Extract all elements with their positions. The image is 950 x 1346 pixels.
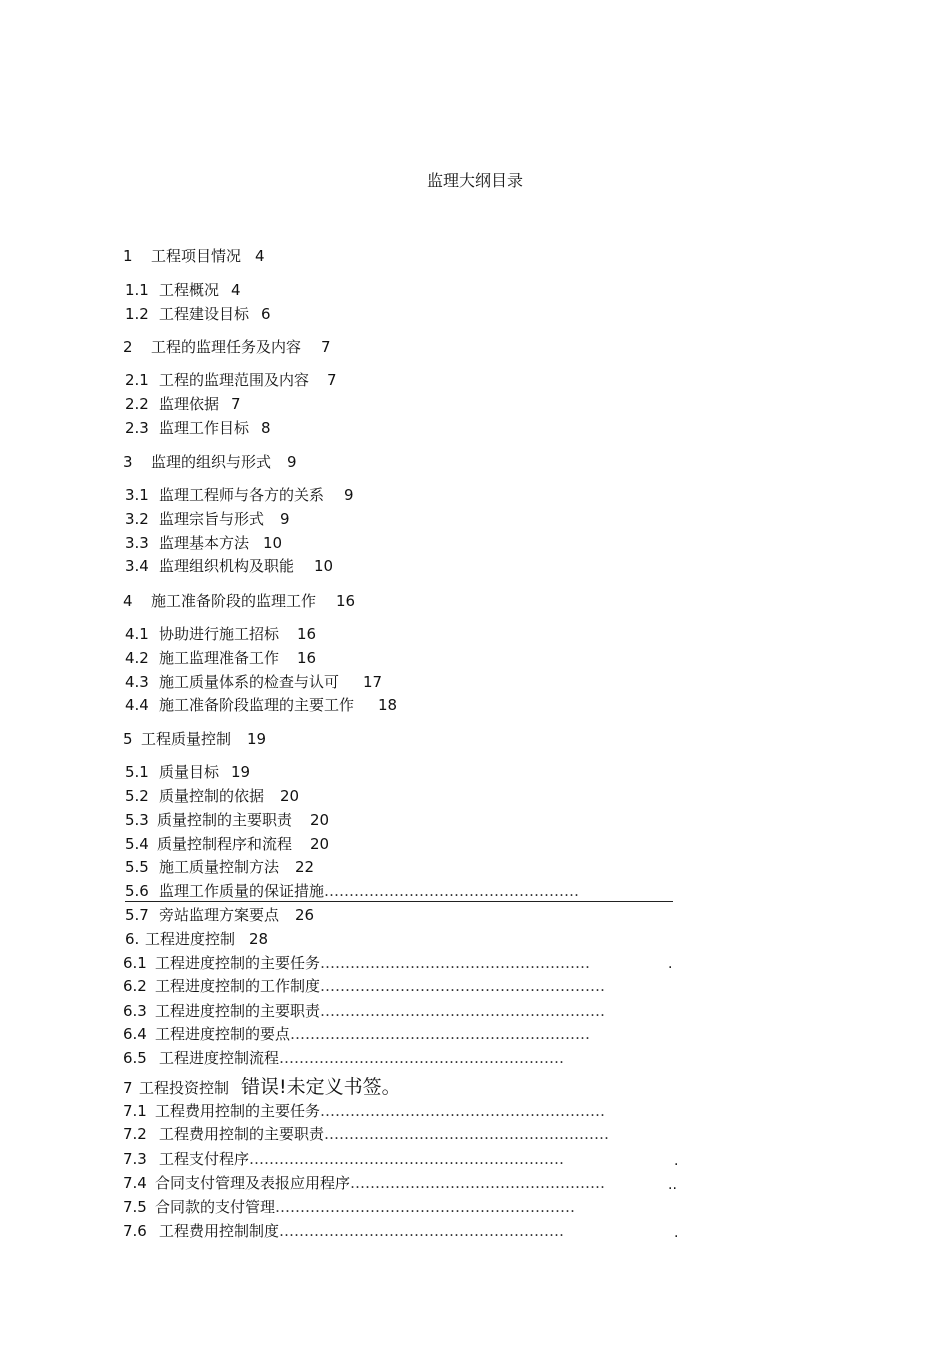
toc-entry — [125, 810, 329, 830]
toc-entry — [123, 953, 590, 973]
toc-entry — [123, 1001, 605, 1021]
toc-entry — [125, 370, 337, 390]
toc-text: 监理工作质量的保证措施 — [159, 882, 325, 900]
toc-number: 7.3 — [123, 1150, 147, 1168]
toc-number: 7 — [123, 1079, 133, 1097]
toc-text: 施工质量体系的检查与认可 — [159, 673, 340, 691]
toc-number: 3.1 — [125, 486, 149, 504]
toc-number: 3 — [123, 453, 133, 471]
toc-text: 工程进度控制流程 — [159, 1049, 280, 1067]
toc-entry — [123, 1221, 564, 1241]
toc-number: 4.4 — [125, 696, 149, 714]
toc-entry — [125, 394, 241, 414]
toc-page: 16 — [336, 592, 356, 610]
toc-leader-dots: ………………………………………………… — [320, 977, 606, 995]
toc-number: 5.3 — [125, 811, 149, 829]
toc-number: 3.4 — [125, 557, 149, 575]
toc-number: 6.4 — [123, 1025, 147, 1043]
toc-entry — [125, 672, 382, 692]
toc-text: 工程进度控制的要点 — [155, 1025, 291, 1043]
toc-page: 8 — [261, 419, 271, 437]
toc-number: 2.2 — [125, 395, 149, 413]
toc-page: 7 — [321, 338, 331, 356]
toc-leader-dots: ………………………………………………… — [279, 1049, 565, 1067]
toc-page: 18 — [378, 696, 398, 714]
toc-number: 7.5 — [123, 1198, 147, 1216]
toc-text: 施工质量控制方法 — [159, 858, 280, 876]
toc-entry — [125, 857, 314, 877]
toc-number: 5.7 — [125, 906, 149, 924]
toc-entry — [123, 1024, 590, 1044]
toc-text: 施工准备阶段监理的主要工作 — [159, 696, 355, 714]
toc-entry — [123, 1048, 564, 1068]
toc-number: 4 — [123, 592, 133, 610]
toc-leader-dots: …………………………………………………… — [290, 1025, 591, 1043]
toc-text: 工程进度控制的主要职责 — [155, 1002, 321, 1020]
toc-text: 监理工作目标 — [159, 419, 250, 437]
toc-text: 合同支付管理及表报应用程序 — [155, 1174, 351, 1192]
toc-number: 2 — [123, 338, 133, 356]
toc-entry — [123, 591, 355, 611]
toc-number: 2.3 — [125, 419, 149, 437]
toc-text: 工程进度控制 — [145, 930, 236, 948]
toc-text: 工程费用控制的主要任务 — [155, 1102, 321, 1120]
toc-text: 工程费用控制制度 — [159, 1222, 280, 1240]
toc-page: 16 — [297, 649, 317, 667]
toc-text: 施工准备阶段的监理工作 — [151, 592, 317, 610]
toc-entry — [125, 624, 316, 644]
toc-number: 6.5 — [123, 1049, 147, 1067]
toc-text: 工程概况 — [159, 281, 220, 299]
toc-text: 工程支付程序 — [159, 1150, 250, 1168]
toc-entry — [123, 1197, 575, 1217]
toc-text: 工程投资控制 — [139, 1079, 230, 1097]
toc-leader-dots: ………………………………………………… — [279, 1222, 565, 1240]
toc-leader-dots: ………………………………………………… — [320, 1002, 606, 1020]
toc-number: 4.1 — [125, 625, 149, 643]
toc-number: 7.6 — [123, 1222, 147, 1240]
toc-page-error: 错误!未定义书签。 — [241, 1076, 401, 1098]
toc-text: 工程的监理范围及内容 — [159, 371, 310, 389]
toc-number: 7.4 — [123, 1174, 147, 1192]
toc-entry — [123, 246, 265, 266]
toc-leader-dots: ……………………………………………………… — [249, 1150, 565, 1168]
toc-text: 协助进行施工招标 — [159, 625, 280, 643]
toc-entry — [125, 881, 579, 901]
toc-page: 7 — [327, 371, 337, 389]
toc-trailing-mark: . — [674, 1153, 679, 1169]
toc-entry — [123, 1173, 605, 1193]
toc-text: 合同款的支付管理 — [155, 1198, 276, 1216]
toc-text: 监理的组织与形式 — [151, 453, 272, 471]
document-title: 监理大纲目录 — [426, 171, 523, 190]
toc-page: 4 — [231, 281, 241, 299]
toc-entry — [123, 1149, 564, 1169]
toc-page: 22 — [295, 858, 315, 876]
toc-text: 质量目标 — [159, 763, 220, 781]
toc-text: 施工监理准备工作 — [159, 649, 280, 667]
toc-number: 3.3 — [125, 534, 149, 552]
toc-page: 7 — [231, 395, 241, 413]
divider-line — [125, 901, 673, 902]
toc-entry — [125, 905, 314, 925]
toc-page: 26 — [295, 906, 315, 924]
toc-number: 5.4 — [125, 835, 149, 853]
toc-number: 1 — [123, 247, 133, 265]
toc-number: 7.2 — [123, 1125, 147, 1143]
toc-page: 10 — [263, 534, 283, 552]
toc-entry — [125, 648, 316, 668]
toc-text: 工程建设目标 — [159, 305, 250, 323]
toc-page: 20 — [310, 835, 330, 853]
toc-entry — [125, 834, 329, 854]
toc-number: 5.6 — [125, 882, 149, 900]
toc-leader-dots: ………………………………………………… — [320, 1102, 606, 1120]
toc-number: 1.1 — [125, 281, 149, 299]
toc-entry — [123, 452, 297, 472]
toc-text: 工程进度控制的主要任务 — [155, 954, 321, 972]
toc-page: 10 — [314, 557, 334, 575]
toc-page: 9 — [287, 453, 297, 471]
toc-entry — [125, 786, 299, 806]
toc-number: 5.5 — [125, 858, 149, 876]
toc-page: 9 — [280, 510, 290, 528]
toc-number: 6.1 — [123, 954, 147, 972]
toc-number: 2.1 — [125, 371, 149, 389]
toc-leader-dots: …………………………………………………… — [275, 1198, 576, 1216]
toc-entry — [125, 485, 354, 505]
toc-text: 监理依据 — [159, 395, 220, 413]
toc-entry — [123, 1124, 609, 1144]
toc-entry — [125, 533, 282, 553]
toc-trailing-mark: .. — [668, 1177, 677, 1193]
toc-number: 5.2 — [125, 787, 149, 805]
toc-page: 20 — [310, 811, 330, 829]
toc-entry — [125, 929, 268, 949]
toc-page: 4 — [255, 247, 265, 265]
toc-number: 5 — [123, 730, 133, 748]
toc-entry — [125, 304, 271, 324]
toc-entry — [125, 280, 241, 300]
toc-page: 20 — [280, 787, 300, 805]
toc-text: 工程质量控制 — [141, 730, 232, 748]
toc-leader-dots: …………………………………………… — [350, 1174, 606, 1192]
toc-number: 6. — [125, 930, 140, 948]
toc-entry — [125, 762, 250, 782]
toc-number: 6.3 — [123, 1002, 147, 1020]
toc-page: 9 — [344, 486, 354, 504]
toc-page: 17 — [363, 673, 383, 691]
toc-text: 工程的监理任务及内容 — [151, 338, 302, 356]
toc-text: 旁站监理方案要点 — [159, 906, 280, 924]
toc-number: 4.2 — [125, 649, 149, 667]
toc-entry — [125, 556, 333, 576]
toc-leader-dots: …………………………………………… — [324, 882, 580, 900]
toc-text: 监理基本方法 — [159, 534, 250, 552]
toc-page: 28 — [249, 930, 269, 948]
toc-entry — [123, 337, 331, 357]
toc-text: 监理组织机构及职能 — [159, 557, 295, 575]
toc-number: 4.3 — [125, 673, 149, 691]
toc-entry — [125, 509, 290, 529]
toc-trailing-mark: . — [674, 1225, 679, 1241]
toc-text: 工程费用控制的主要职责 — [159, 1125, 325, 1143]
toc-leader-dots: ……………………………………………… — [320, 954, 591, 972]
toc-number: 3.2 — [125, 510, 149, 528]
toc-text: 监理工程师与各方的关系 — [159, 486, 325, 504]
toc-entry — [123, 1101, 605, 1121]
toc-entry — [123, 976, 605, 996]
toc-page: 6 — [261, 305, 271, 323]
toc-page: 19 — [247, 730, 267, 748]
toc-number: 1.2 — [125, 305, 149, 323]
toc-text: 工程进度控制的工作制度 — [155, 977, 321, 995]
toc-text: 监理宗旨与形式 — [159, 510, 265, 528]
toc-number: 6.2 — [123, 977, 147, 995]
toc-entry — [125, 418, 271, 438]
toc-text: 工程项目情况 — [151, 247, 242, 265]
toc-page: 16 — [297, 625, 317, 643]
toc-leader-dots: ………………………………………………… — [324, 1125, 610, 1143]
toc-entry — [123, 729, 266, 749]
toc-text: 质量控制的依据 — [159, 787, 265, 805]
toc-text: 质量控制程序和流程 — [157, 835, 293, 853]
toc-trailing-mark: . — [668, 956, 673, 972]
toc-page: 19 — [231, 763, 251, 781]
toc-number: 7.1 — [123, 1102, 147, 1120]
toc-entry — [125, 695, 397, 715]
toc-entry — [123, 1075, 401, 1099]
toc-text: 质量控制的主要职责 — [157, 811, 293, 829]
toc-number: 5.1 — [125, 763, 149, 781]
